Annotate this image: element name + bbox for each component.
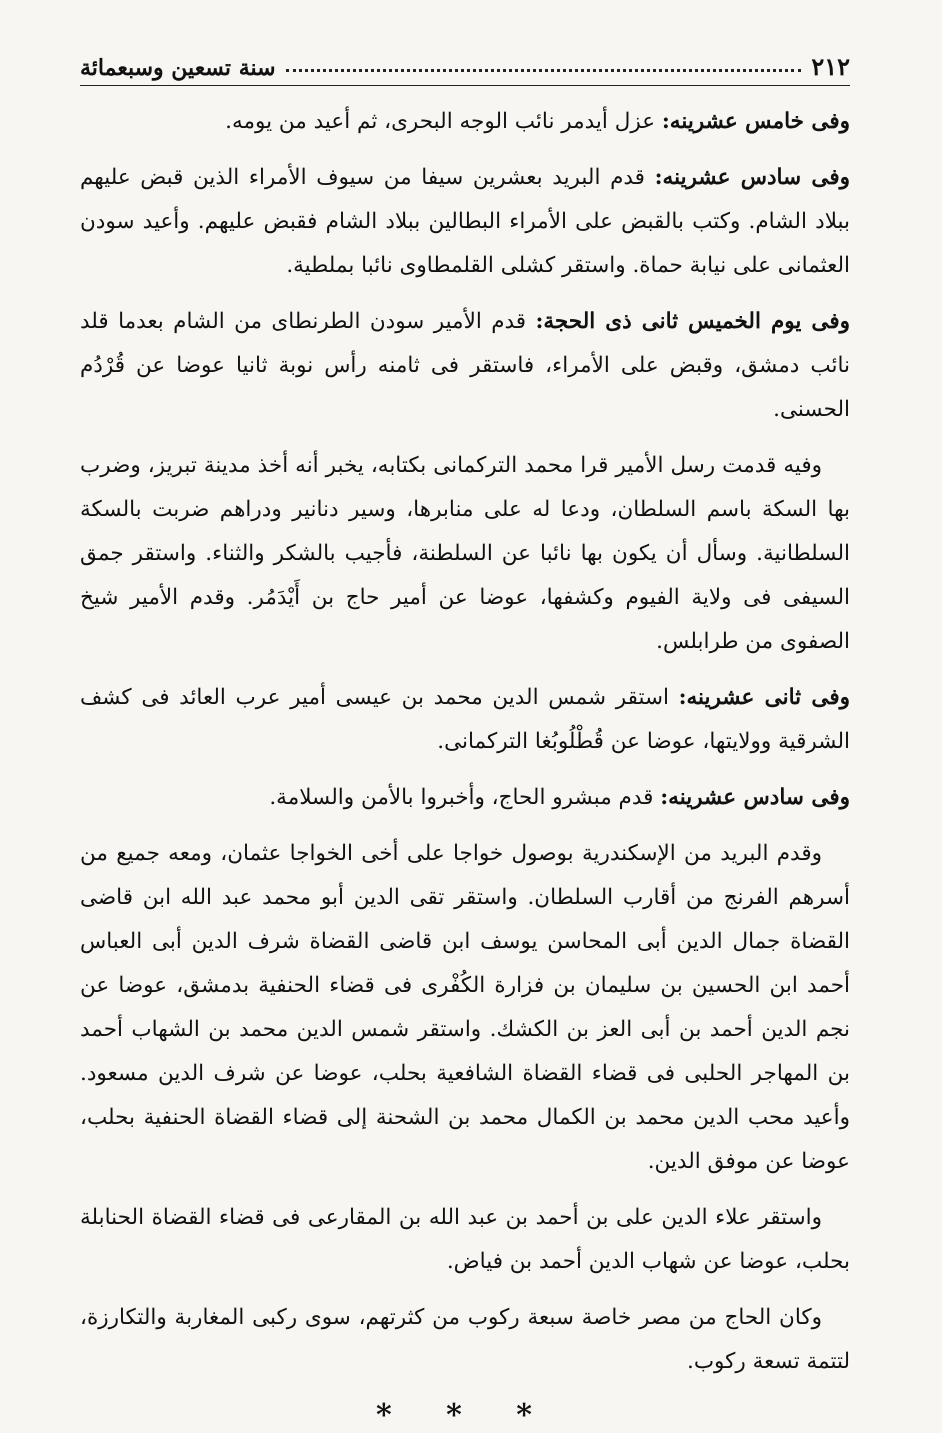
- paragraph-7: [80, 832, 850, 1184]
- page-body: [80, 100, 850, 1384]
- page-number: ٢١٢: [811, 52, 850, 81]
- paragraph-9: [80, 1296, 850, 1384]
- paragraph-text: قدم البريد بعشرين سيفا من سيوف الأمراء الذين قبض عليهم ببلاد الشام. وكتب بالقبض على الأمراء البطالين ببلاد الشام فقبض عليهم. وأعيد سودن العثمانى على نيابة حماة. واستقر كشلى القلمطاوى نائبا بملطية.: [80, 165, 850, 278]
- paragraph-text: قدم مبشرو الحاج، وأخبروا بالأمن والسلامة.: [269, 785, 661, 810]
- paragraph-text: وفيه قدمت رسل الأمير قرا محمد التركمانى بكتابه، يخبر أنه أخذ مدينة تبريز، وضرب بها السكة باسم السلطان، ودعا له على منابرها، وسير دنانير ودراهم ضربت بالسكة السلطانية. وسأل أن يكون بها نائبا عن السلطنة، فأجيب بالشكر والثناء. واستقر جمق السيفى فى ولاية الفيوم وكشفها، عوضا عن أمير حاج بن أَيْدَمُر. وقدم الأمير شيخ الصفوى من طرابلس.: [80, 453, 850, 654]
- paragraph-lead: وفى خامس عشرينه:: [661, 109, 850, 134]
- paragraph-1: [80, 100, 850, 144]
- paragraph-text: وكان الحاج من مصر خاصة سبعة ركوب من كثرتهم، سوى ركبى المغاربة والتكارزة، لتتمة تسعة ركوب.: [80, 1305, 850, 1374]
- header-leader-dots: [286, 69, 802, 72]
- paragraph-lead: وفى ثانى عشرينه:: [678, 685, 850, 710]
- paragraph-lead: وفى سادس عشرينه:: [660, 785, 850, 810]
- paragraph-8: [80, 1196, 850, 1284]
- paragraph-text: استقر شمس الدين محمد بن عيسى أمير عرب العائد فى كشف الشرقية وولايتها، عوضا عن قُطْلُوبُغا التركمانى.: [80, 685, 850, 754]
- paragraph-lead: وفى يوم الخميس ثانى ذى الحجة:: [535, 309, 850, 334]
- paragraph-2: [80, 156, 850, 288]
- paragraph-5: [80, 676, 850, 764]
- paragraph-4: [80, 444, 850, 664]
- paragraph-6: [80, 776, 850, 820]
- page-header: [80, 52, 850, 86]
- paragraph-3: [80, 300, 850, 432]
- paragraph-lead: وفى سادس عشرينه:: [654, 165, 851, 190]
- running-title: سنة تسعين وسبعمائة: [80, 55, 276, 81]
- paragraph-text: واستقر علاء الدين على بن أحمد بن عبد الله بن المقارعى فى قضاء القضاة الحنابلة بحلب، عوضا عن شهاب الدين أحمد بن فياض.: [80, 1205, 850, 1274]
- paragraph-text: قدم الأمير سودن الطرنطاى من الشام بعدما قلد نائب دمشق، وقبض على الأمراء، فاستقر فى ثامنه رأس نوبة ثانيا عوضا عن قُرْدُم الحسنى.: [80, 309, 850, 422]
- section-end-ornament: * * *: [376, 1398, 554, 1433]
- paragraph-text: عزل أيدمر نائب الوجه البحرى، ثم أعيد من يومه.: [225, 109, 662, 134]
- paragraph-text: وقدم البريد من الإسكندرية بوصول خواجا على أخى الخواجا عثمان، ومعه جميع من أسرهم الفرنج من أقارب السلطان. واستقر تقى الدين أبو محمد عبد الله ابن قاضى القضاة جمال الدين أبى المحاسن يوسف ابن قاضى القضاة شرف الدين أبى العباس أحمد ابن الحسين بن سليمان بن فزارة الكُفْرى فى قضاء الحنفية بدمشق، عوضا عن نجم الدين أحمد بن أبى العز بن الكشك. واستقر شمس الدين محمد بن الشهاب أحمد بن المهاجر الحلبى فى قضاء القضاة الشافعية بحلب، عوضا عن شرف الدين مسعود. وأعيد محب الدين محمد بن الكمال محمد بن الشحنة إلى قضاء القضاة الحنفية بحلب، عوضا عن موفق الدين.: [80, 841, 850, 1174]
